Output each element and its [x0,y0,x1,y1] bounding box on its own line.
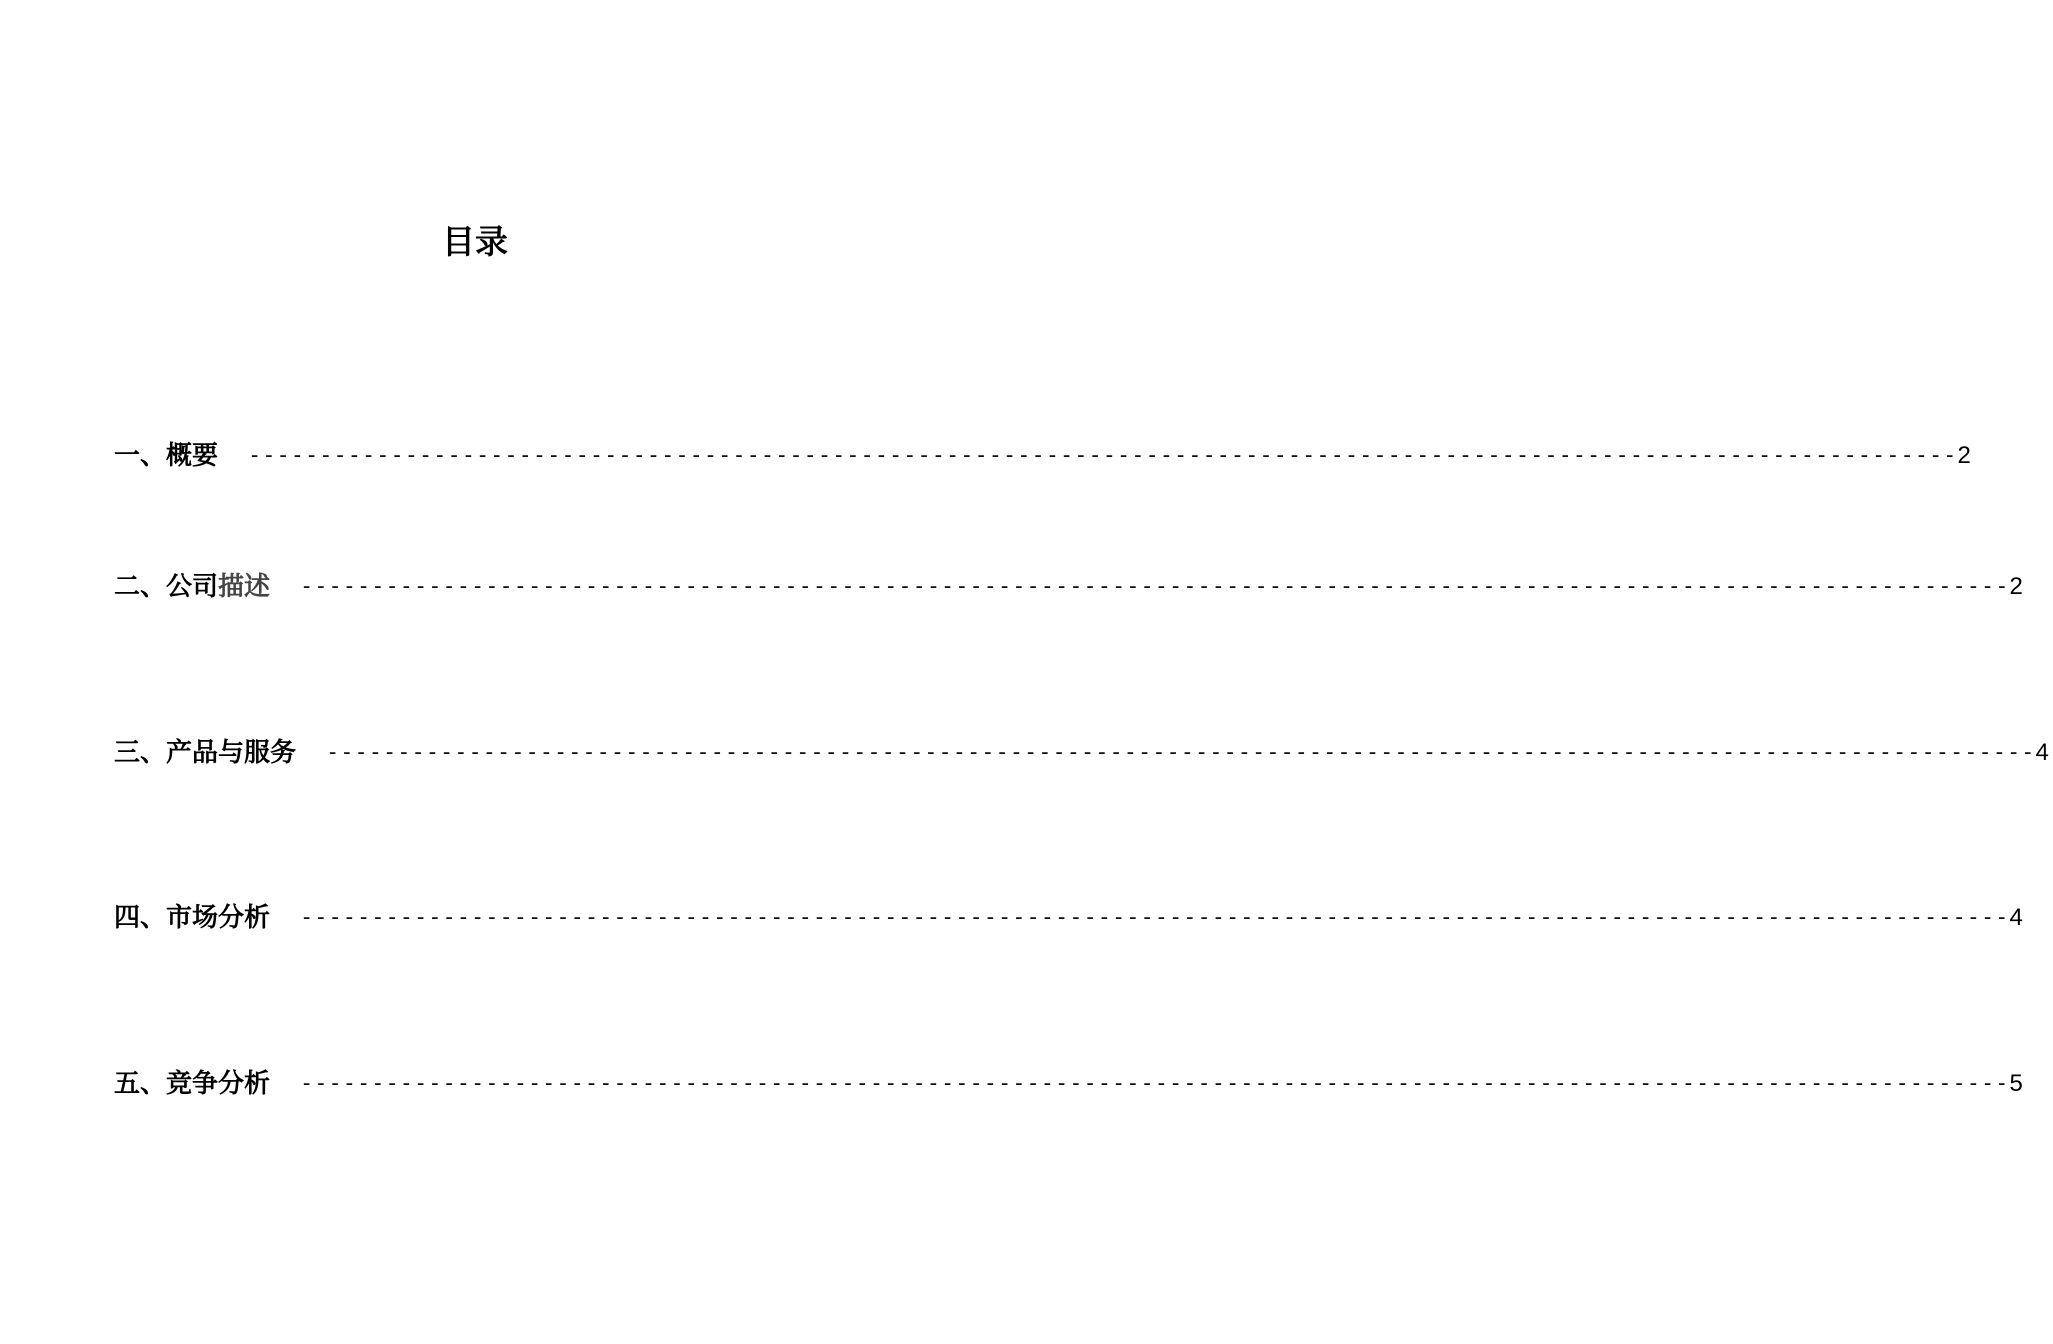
toc-heading: 五、竞争分析 [114,1069,271,1099]
toc-heading: 三、产品与服务 [114,738,297,768]
toc-page-number: 4 [2035,739,2049,766]
toc-entry-competition-analysis[interactable] [114,1064,2023,1104]
toc-heading: 四、市场分析 [114,903,271,933]
page-title: 目录 [442,222,508,261]
toc-entry-market-analysis[interactable] [114,898,2023,938]
toc-leader-dashes: ------------------------------------------------------------------------------------------------------------------------ [300,1071,2010,1096]
toc-leader-dashes: ------------------------------------------------------------------------------------------------------------------------ [300,574,2010,599]
toc-page-number: 2 [2009,573,2023,600]
toc-page-number: 2 [1957,442,1971,469]
toc-entry-company-description[interactable] [114,567,2023,607]
toc-page-number: 5 [2009,1070,2023,1097]
toc-heading: 二、公司描述 [114,572,271,602]
toc-entry-products-services[interactable] [114,733,2049,773]
toc-leader-dashes: ------------------------------------------------------------------------------------------------------------------------ [300,905,2010,930]
toc-entry-overview[interactable] [114,436,1971,476]
toc-page-number: 4 [2009,904,2023,931]
toc-heading: 一、概要 [114,441,219,471]
toc-leader-dashes: ------------------------------------------------------------------------------------------------------------------------ [326,740,2036,765]
toc-leader-dashes: ------------------------------------------------------------------------------------------------------------------------ [248,443,1958,468]
